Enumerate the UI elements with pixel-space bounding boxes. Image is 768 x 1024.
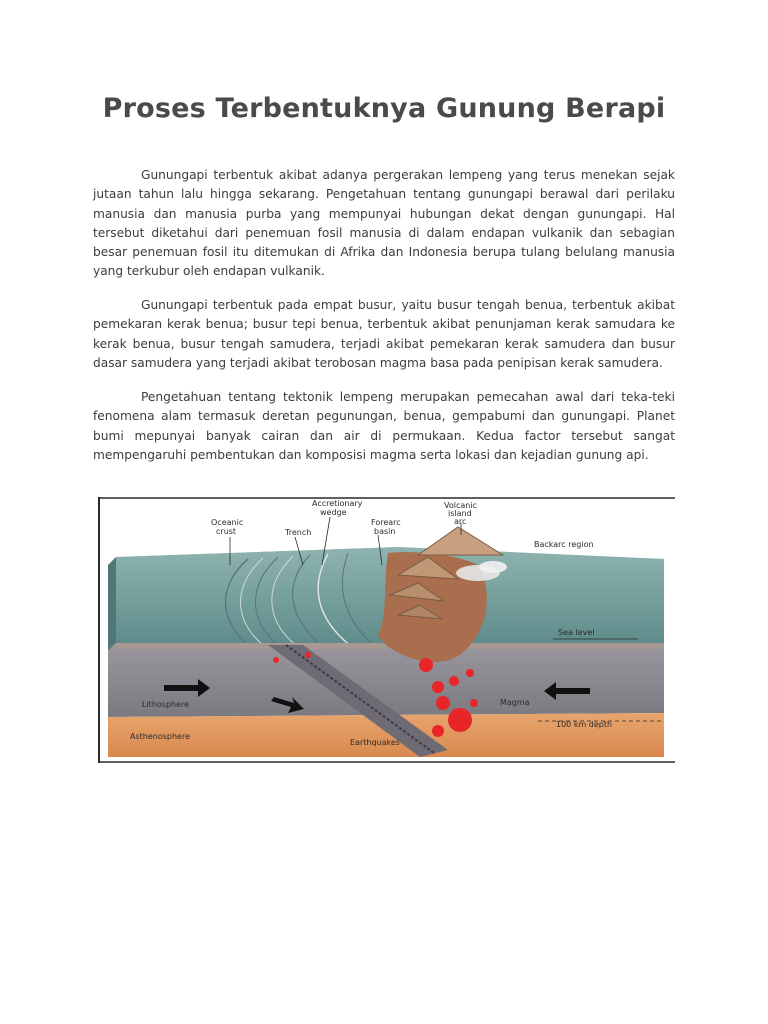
magma-blob <box>432 681 444 693</box>
magma-blob <box>273 657 279 663</box>
magma-blob <box>448 708 472 732</box>
label-accretionary-wedge-2: wedge <box>320 508 347 517</box>
paragraph-2: Gunungapi terbentuk pada empat busur, yaitu busur tengah benua, terbentuk akibat pemekaran kerak benua; busur tepi benua, terbentuk akibat penunjaman kerak samudara ke kerak benua, busur tengah samudera, terjadi akibat pemekaran kerak samudera dan busur dasar samudera yang terjadi akibat terobosan magma basa pada penipisan kerak samudera. <box>93 298 675 370</box>
magma-blob <box>470 699 478 707</box>
label-earthquakes: Earthquakes <box>350 738 400 747</box>
diagram-svg <box>98 495 675 765</box>
label-oceanic-crust-2: crust <box>216 527 237 536</box>
magma-blob <box>436 696 450 710</box>
label-accretionary-wedge-1: Accretionary <box>312 499 363 508</box>
ash-cloud <box>479 561 507 573</box>
label-trench: Trench <box>285 528 312 537</box>
label-lithosphere: Lithosphere <box>142 700 190 709</box>
label-depth: 100 km depth <box>556 720 613 729</box>
page-title: Proses Terbentuknya Gunung Berapi <box>102 93 666 124</box>
paragraph-1: Gunungapi terbentuk akibat adanya pergerakan lempeng yang terus menekan sejak jutaan tahun lalu hingga sekarang. Pengetahuan tentang gunungapi berawal dari perilaku manusia dan manusia purba yang mempunyai hubungan dekat dengan gunungapi. Hal tersebut diketahui dari penemuan fosil manusia di dalam endapan vulkanik dan sebagian besar penemuan fosil itu ditemukan di Afrika dan Indonesia berupa tulang belulang manusia yang terkubur oleh endapan vulkanik. <box>93 168 675 279</box>
label-forearc-basin-2: basin <box>374 527 396 536</box>
ocean-side-face <box>108 557 116 651</box>
magma-blob <box>432 725 444 737</box>
plate-subduction-diagram <box>98 495 675 765</box>
label-oceanic-crust-1: Oceanic <box>211 518 244 527</box>
magma-blob <box>449 676 459 686</box>
label-sea-level: Sea level <box>558 628 595 637</box>
label-volcanic-arc-3: arc <box>454 517 467 526</box>
label-forearc-basin-1: Forearc <box>371 518 401 527</box>
label-asthenosphere: Asthenosphere <box>130 732 191 741</box>
magma-blob <box>305 652 311 658</box>
magma-blob <box>419 658 433 672</box>
magma-blob <box>466 669 474 677</box>
paragraph-3: Pengetahuan tentang tektonik lempeng merupakan pemecahan awal dari teka-teki fenomena alam termasuk deretan pegunungan, benua, gempabumi dan gunungapi. Planet bumi mepunyai banyak cairan dan air di permukaan. Kedua factor tersebut sangat mempengaruhi pembentukan dan komposisi magma serta lokasi dan kejadian gunung api. <box>93 390 675 462</box>
label-magma: Magma <box>500 698 530 707</box>
label-backarc-region: Backarc region <box>534 540 594 549</box>
label-volcanic-arc-2: island <box>448 509 472 518</box>
label-volcanic-arc-1: Volcanic <box>444 501 477 510</box>
